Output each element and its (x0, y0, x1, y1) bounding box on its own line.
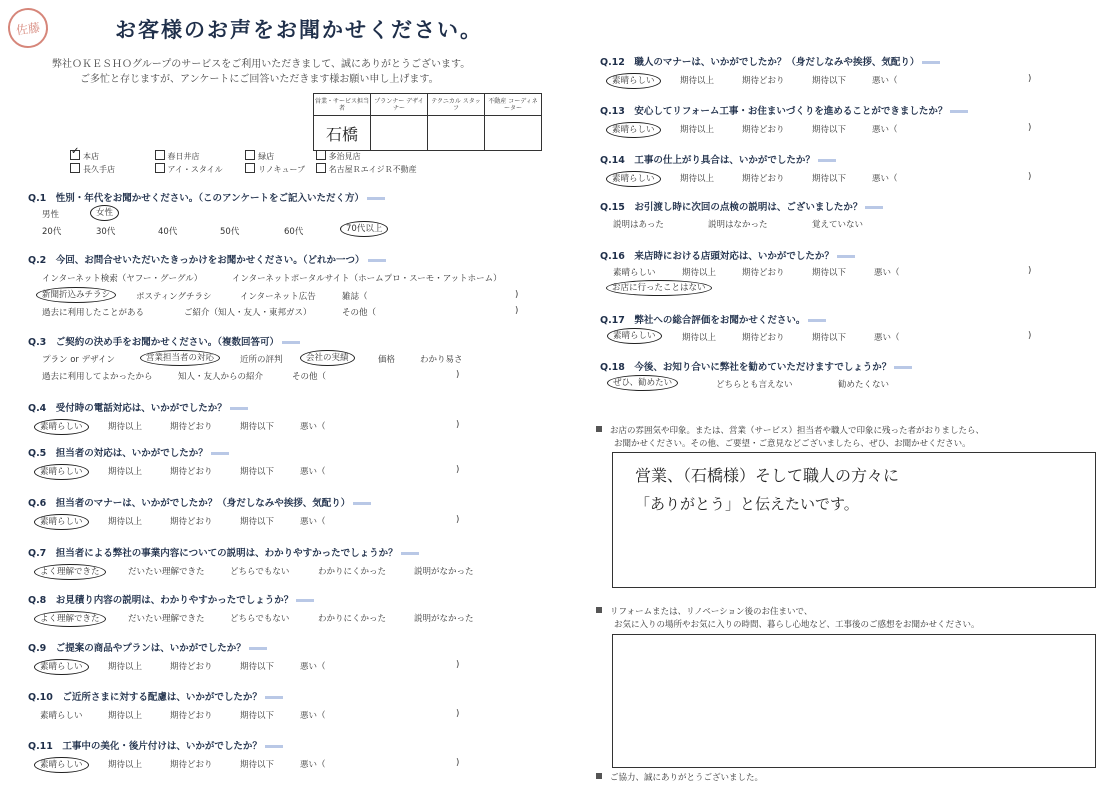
rating-option[interactable]: 素晴らしい (606, 171, 661, 187)
paren-close: ) (456, 758, 460, 768)
rating-option[interactable]: 期待どおり (742, 174, 785, 184)
q3-option[interactable]: その他（ (292, 372, 327, 382)
rating-option[interactable]: 期待どおり (742, 76, 785, 86)
intro-line-1: 弊社ＯＫＥＳＨＯグループのサービスをご利用いただきまして、誠にありがとうございます。 (52, 59, 471, 70)
rating-option[interactable]: 素晴らしい (34, 514, 89, 530)
rating-option[interactable]: 素晴らしい (40, 711, 83, 721)
q1-age-60s[interactable]: 60代 (284, 227, 304, 237)
rating-option[interactable]: 悪い（ (872, 125, 898, 135)
rating-option[interactable]: 素晴らしい (606, 73, 661, 89)
q2-option-selected[interactable]: 新聞折込みチラシ (36, 287, 116, 303)
paren-close: ) (515, 290, 519, 300)
comment1-prompt-2: お聞かせください。その他、ご要望・ご意見などございましたら、ぜひ、お聞かせください。 (614, 439, 971, 449)
store-checkbox[interactable] (245, 150, 255, 160)
q2-option[interactable]: インターネットポータルサイト（ホームプロ・スーモ・アットホーム） (232, 274, 502, 284)
staff-header-sales: 営業・サービス担当者 (314, 94, 371, 116)
rating-option[interactable]: 期待どおり (170, 517, 213, 527)
store-label: 長久手店 (83, 165, 115, 174)
understand-option[interactable]: よく理解できた (34, 564, 106, 580)
store-checkbox[interactable] (155, 150, 165, 160)
q15-option[interactable]: 説明はなかった (708, 220, 768, 230)
handwritten-comment-1: 営業、（石橋様）そして職人の方々に (635, 466, 900, 485)
question-title: Q.9 ご提案の商品やプランは、いかがでしたか？ (28, 640, 267, 654)
sales-staff-name[interactable]: 石橋 (325, 124, 358, 144)
rating-option[interactable]: 期待以上 (680, 76, 715, 86)
rating-option[interactable]: 悪い（ (300, 711, 326, 721)
paren-close: ) (456, 709, 460, 719)
store-label: 多治見店 (328, 152, 361, 161)
question-title: Q.7 担当者による弊社の事業内容についての説明は、わかりやすかったでしょうか？ (28, 545, 419, 559)
page-title: お客様のお声をお聞かせください。 (115, 18, 483, 42)
rating-option[interactable]: 期待以上 (108, 760, 143, 770)
store-label: 本店 (83, 152, 99, 161)
rating-option[interactable]: 素晴らしい (34, 757, 89, 773)
store-checkbox[interactable] (70, 150, 80, 160)
q16-option[interactable]: 期待どおり (742, 268, 785, 278)
rating-option[interactable]: 期待どおり (170, 662, 213, 672)
q18-option[interactable]: 勧めたくない (838, 380, 890, 390)
handwritten-comment-2: 「ありがとう」と伝えたいです。 (635, 495, 859, 513)
q2-option[interactable]: その他（ (342, 308, 377, 318)
understand-option[interactable]: どちらでもない (230, 567, 290, 577)
rating-option[interactable]: 期待どおり (170, 422, 213, 432)
bullet-square (596, 773, 602, 779)
question-title: Q.8 お見積り内容の説明は、わかりやすかったでしょうか？ (28, 592, 314, 606)
technical-field[interactable] (428, 116, 485, 151)
q18-title: Q.18 今後、お知り合いに弊社を勧めていただけますでしょうか？ (600, 359, 912, 373)
staff-seal-stamp: 佐藤 (5, 5, 50, 50)
understand-option[interactable]: よく理解できた (34, 611, 106, 627)
q1-gender-female[interactable]: 女性 (90, 205, 119, 221)
rating-option[interactable]: 期待以上 (108, 711, 143, 721)
q16-title: Q.16 来店時における店頭対応は、いかがでしたか？ (600, 248, 855, 262)
question-title: Q.11 工事中の美化・後片付けは、いかがでしたか？ (28, 738, 283, 752)
q1-age-20s[interactable]: 20代 (42, 227, 62, 237)
staff-table (313, 93, 542, 151)
understand-option[interactable]: わかりにくかった (318, 614, 387, 624)
q3-option-selected[interactable]: 会社の実績 (300, 350, 355, 366)
q17-option[interactable]: 悪い（ (874, 333, 900, 343)
store-label: リノキューブ (258, 165, 306, 174)
q17-option-selected[interactable]: 素晴らしい (607, 328, 662, 344)
rating-option[interactable]: 期待どおり (170, 711, 213, 721)
rating-option[interactable]: 期待以下 (240, 467, 275, 477)
rating-option[interactable]: 期待以下 (812, 174, 847, 184)
q1-title: Q.1 性別・年代をお聞かせください。（このアンケートをご記入いただく方） (28, 190, 385, 204)
q16-option-selected[interactable]: お店に行ったことはない (606, 280, 712, 296)
question-title: Q.12 職人のマナーは、いかがでしたか？（身だしなみや挨拶、気配り） (600, 54, 940, 68)
q1-gender-male[interactable]: 男性 (42, 210, 60, 220)
rating-option[interactable]: 悪い（ (300, 662, 326, 672)
rating-option[interactable]: 素晴らしい (34, 659, 89, 675)
paren-close: ) (456, 370, 460, 380)
paren-close: ) (1028, 74, 1032, 84)
question-title: Q.4 受付時の電話対応は、いかがでしたか？ (28, 400, 248, 414)
q1-age-30s[interactable]: 30代 (96, 227, 116, 237)
question-title: Q.13 安心してリフォーム工事・お住まいづくりを進めることができましたか？ (600, 103, 968, 117)
q16-option[interactable]: 素晴らしい (613, 268, 656, 278)
q2-option[interactable]: インターネット広告 (240, 292, 316, 302)
q2-title: Q.2 今回、お問合せいただいたきっかけをお聞かせください。（どれか一つ） (28, 252, 386, 266)
rating-option[interactable]: 期待以上 (680, 125, 715, 135)
q17-option[interactable]: 期待以上 (682, 333, 717, 343)
understand-option[interactable]: 説明がなかった (414, 614, 474, 624)
q16-option[interactable]: 期待以上 (682, 268, 717, 278)
q15-option[interactable]: 覚えていない (812, 220, 864, 230)
q16-option[interactable]: 期待以下 (812, 268, 847, 278)
store-checkbox[interactable] (245, 163, 255, 173)
understand-option[interactable]: だいたい理解できた (128, 567, 205, 577)
comment2-textbox[interactable] (612, 634, 1096, 768)
comment2-prompt-2: お気に入りの場所やお気に入りの時間、暮らし心地など、工事後のご感想をお聞かせください。 (614, 620, 980, 630)
rating-option[interactable]: 期待どおり (742, 125, 785, 135)
store-label: 緑店 (258, 152, 275, 161)
rating-option[interactable]: 悪い（ (872, 76, 898, 86)
q15-option[interactable]: 説明はあった (613, 220, 664, 230)
q2-option[interactable]: ご紹介（知人・友人・東邦ガス） (184, 308, 312, 318)
rating-option[interactable]: 素晴らしい (606, 122, 661, 138)
question-title: Q.6 担当者のマナーは、いかがでしたか？（身だしなみや挨拶、気配り） (28, 495, 371, 509)
rating-option[interactable]: 期待以下 (240, 760, 275, 770)
q1-age-50s[interactable]: 50代 (220, 227, 240, 237)
staff-header-technical: テクニカル スタッフ (428, 94, 485, 116)
paren-close: ) (1028, 123, 1032, 133)
question-title: Q.10 ご近所さまに対する配慮は、いかがでしたか？ (28, 689, 283, 703)
understand-option[interactable]: わかりにくかった (318, 567, 387, 577)
store-label: アイ・スタイル (167, 165, 223, 174)
store-checkbox[interactable] (316, 150, 326, 160)
rating-option[interactable]: 期待以下 (812, 125, 847, 135)
q15-title: Q.15 お引渡し時に次回の点検の説明は、ございましたか？ (600, 199, 883, 213)
rating-option[interactable]: 期待どおり (170, 467, 213, 477)
paren-close: ) (515, 306, 519, 316)
rating-option[interactable]: 悪い（ (300, 422, 326, 432)
rating-option[interactable]: 悪い（ (300, 467, 326, 477)
q3-option-selected[interactable]: 営業担当者の対応 (140, 350, 220, 366)
understand-option[interactable]: どちらでもない (230, 614, 290, 624)
store-checkbox[interactable] (155, 163, 165, 173)
rating-option[interactable]: 期待以上 (108, 467, 143, 477)
q16-option[interactable]: 悪い（ (874, 268, 900, 278)
paren-close: ) (456, 660, 460, 670)
paren-close: ) (456, 515, 460, 525)
thanks-text: ご協力、誠にありがとうございました。 (610, 773, 764, 783)
store-label: 名古屋ＲエイジＲ不動産 (328, 165, 417, 174)
rating-option[interactable]: 期待以上 (108, 422, 143, 432)
rating-option[interactable]: 素晴らしい (34, 464, 89, 480)
intro-line-2: ご多忙と存じますが、アンケートにご回答いただきます様お願い申し上げます。 (80, 74, 439, 85)
rating-option[interactable]: 悪い（ (300, 760, 326, 770)
paren-close: ) (1028, 266, 1032, 276)
q2-option[interactable]: ポスティングチラシ (136, 292, 212, 302)
q3-option[interactable]: 過去に利用してよかったから (42, 372, 153, 382)
q17-title: Q.17 弊社への総合評価をお聞かせください。 (600, 312, 826, 326)
store-checkbox[interactable] (316, 163, 326, 173)
q3-option[interactable]: プラン or デザイン (42, 355, 116, 365)
rating-option[interactable]: 期待以下 (812, 76, 847, 86)
q2-option[interactable]: インターネット検索（ヤフー・グーグル） (42, 274, 203, 284)
question-title: Q.5 担当者の対応は、いかがでしたか？ (28, 445, 229, 459)
paren-close: ) (456, 420, 460, 430)
rating-option[interactable]: 悪い（ (872, 174, 898, 184)
question-title: Q.14 工事の仕上がり具合は、いかがでしたか？ (600, 152, 836, 166)
q1-age-40s[interactable]: 40代 (158, 227, 178, 237)
q3-option[interactable]: 近所の評判 (240, 355, 283, 365)
rating-option[interactable]: 悪い（ (300, 517, 326, 527)
q2-option[interactable]: 雑誌（ (342, 292, 368, 302)
rating-option[interactable]: 期待以下 (240, 662, 275, 672)
store-checklist (70, 150, 417, 176)
comment1-prompt-1: お店の雰囲気や印象。または、営業（サービス）担当者や職人で印象に残った者がおりましたら、 (610, 426, 985, 436)
q3-option[interactable]: 価格 (378, 355, 396, 365)
planner-field[interactable] (371, 116, 428, 151)
q1-age-70s[interactable]: 70代以上 (340, 221, 388, 237)
staff-header-planner: プランナー デザイナー (371, 94, 428, 116)
q18-option[interactable]: どちらとも言えない (716, 380, 793, 390)
q3-option[interactable]: わかり易さ (420, 355, 463, 365)
rating-option[interactable]: 期待以上 (108, 662, 143, 672)
paren-close: ) (456, 465, 460, 475)
rating-option[interactable]: 期待以上 (680, 174, 715, 184)
staff-header-realestate: 不動産 コーディネーター (485, 94, 542, 116)
understand-option[interactable]: 説明がなかった (414, 567, 474, 577)
rating-option[interactable]: 期待以上 (108, 517, 143, 527)
comment2-prompt-1: リフォームまたは、リノベーション後のお住まいで、 (610, 607, 813, 617)
comment1-textbox[interactable] (612, 452, 1096, 588)
q17-option[interactable]: 期待以下 (812, 333, 847, 343)
understand-option[interactable]: だいたい理解できた (128, 614, 205, 624)
bullet-square (596, 426, 602, 432)
rating-option[interactable]: 期待以下 (240, 422, 275, 432)
bullet-square (596, 607, 602, 613)
q17-option[interactable]: 期待どおり (742, 333, 785, 343)
q18-option-selected[interactable]: ぜひ、勧めたい (607, 375, 678, 391)
rating-option[interactable]: 素晴らしい (34, 419, 89, 435)
store-label: 春日井店 (167, 152, 200, 161)
store-checkbox[interactable] (70, 163, 80, 173)
realestate-field[interactable] (485, 116, 542, 151)
q3-option[interactable]: 知人・友人からの紹介 (178, 372, 264, 382)
paren-close: ) (1028, 172, 1032, 182)
q2-option[interactable]: 過去に利用したことがある (42, 308, 145, 318)
q3-title: Q.3 ご契約の決め手をお聞かせください。（複数回答可） (28, 334, 300, 348)
rating-option[interactable]: 期待どおり (170, 760, 213, 770)
rating-option[interactable]: 期待以下 (240, 517, 275, 527)
paren-close: ) (1028, 331, 1032, 341)
rating-option[interactable]: 期待以下 (240, 711, 275, 721)
